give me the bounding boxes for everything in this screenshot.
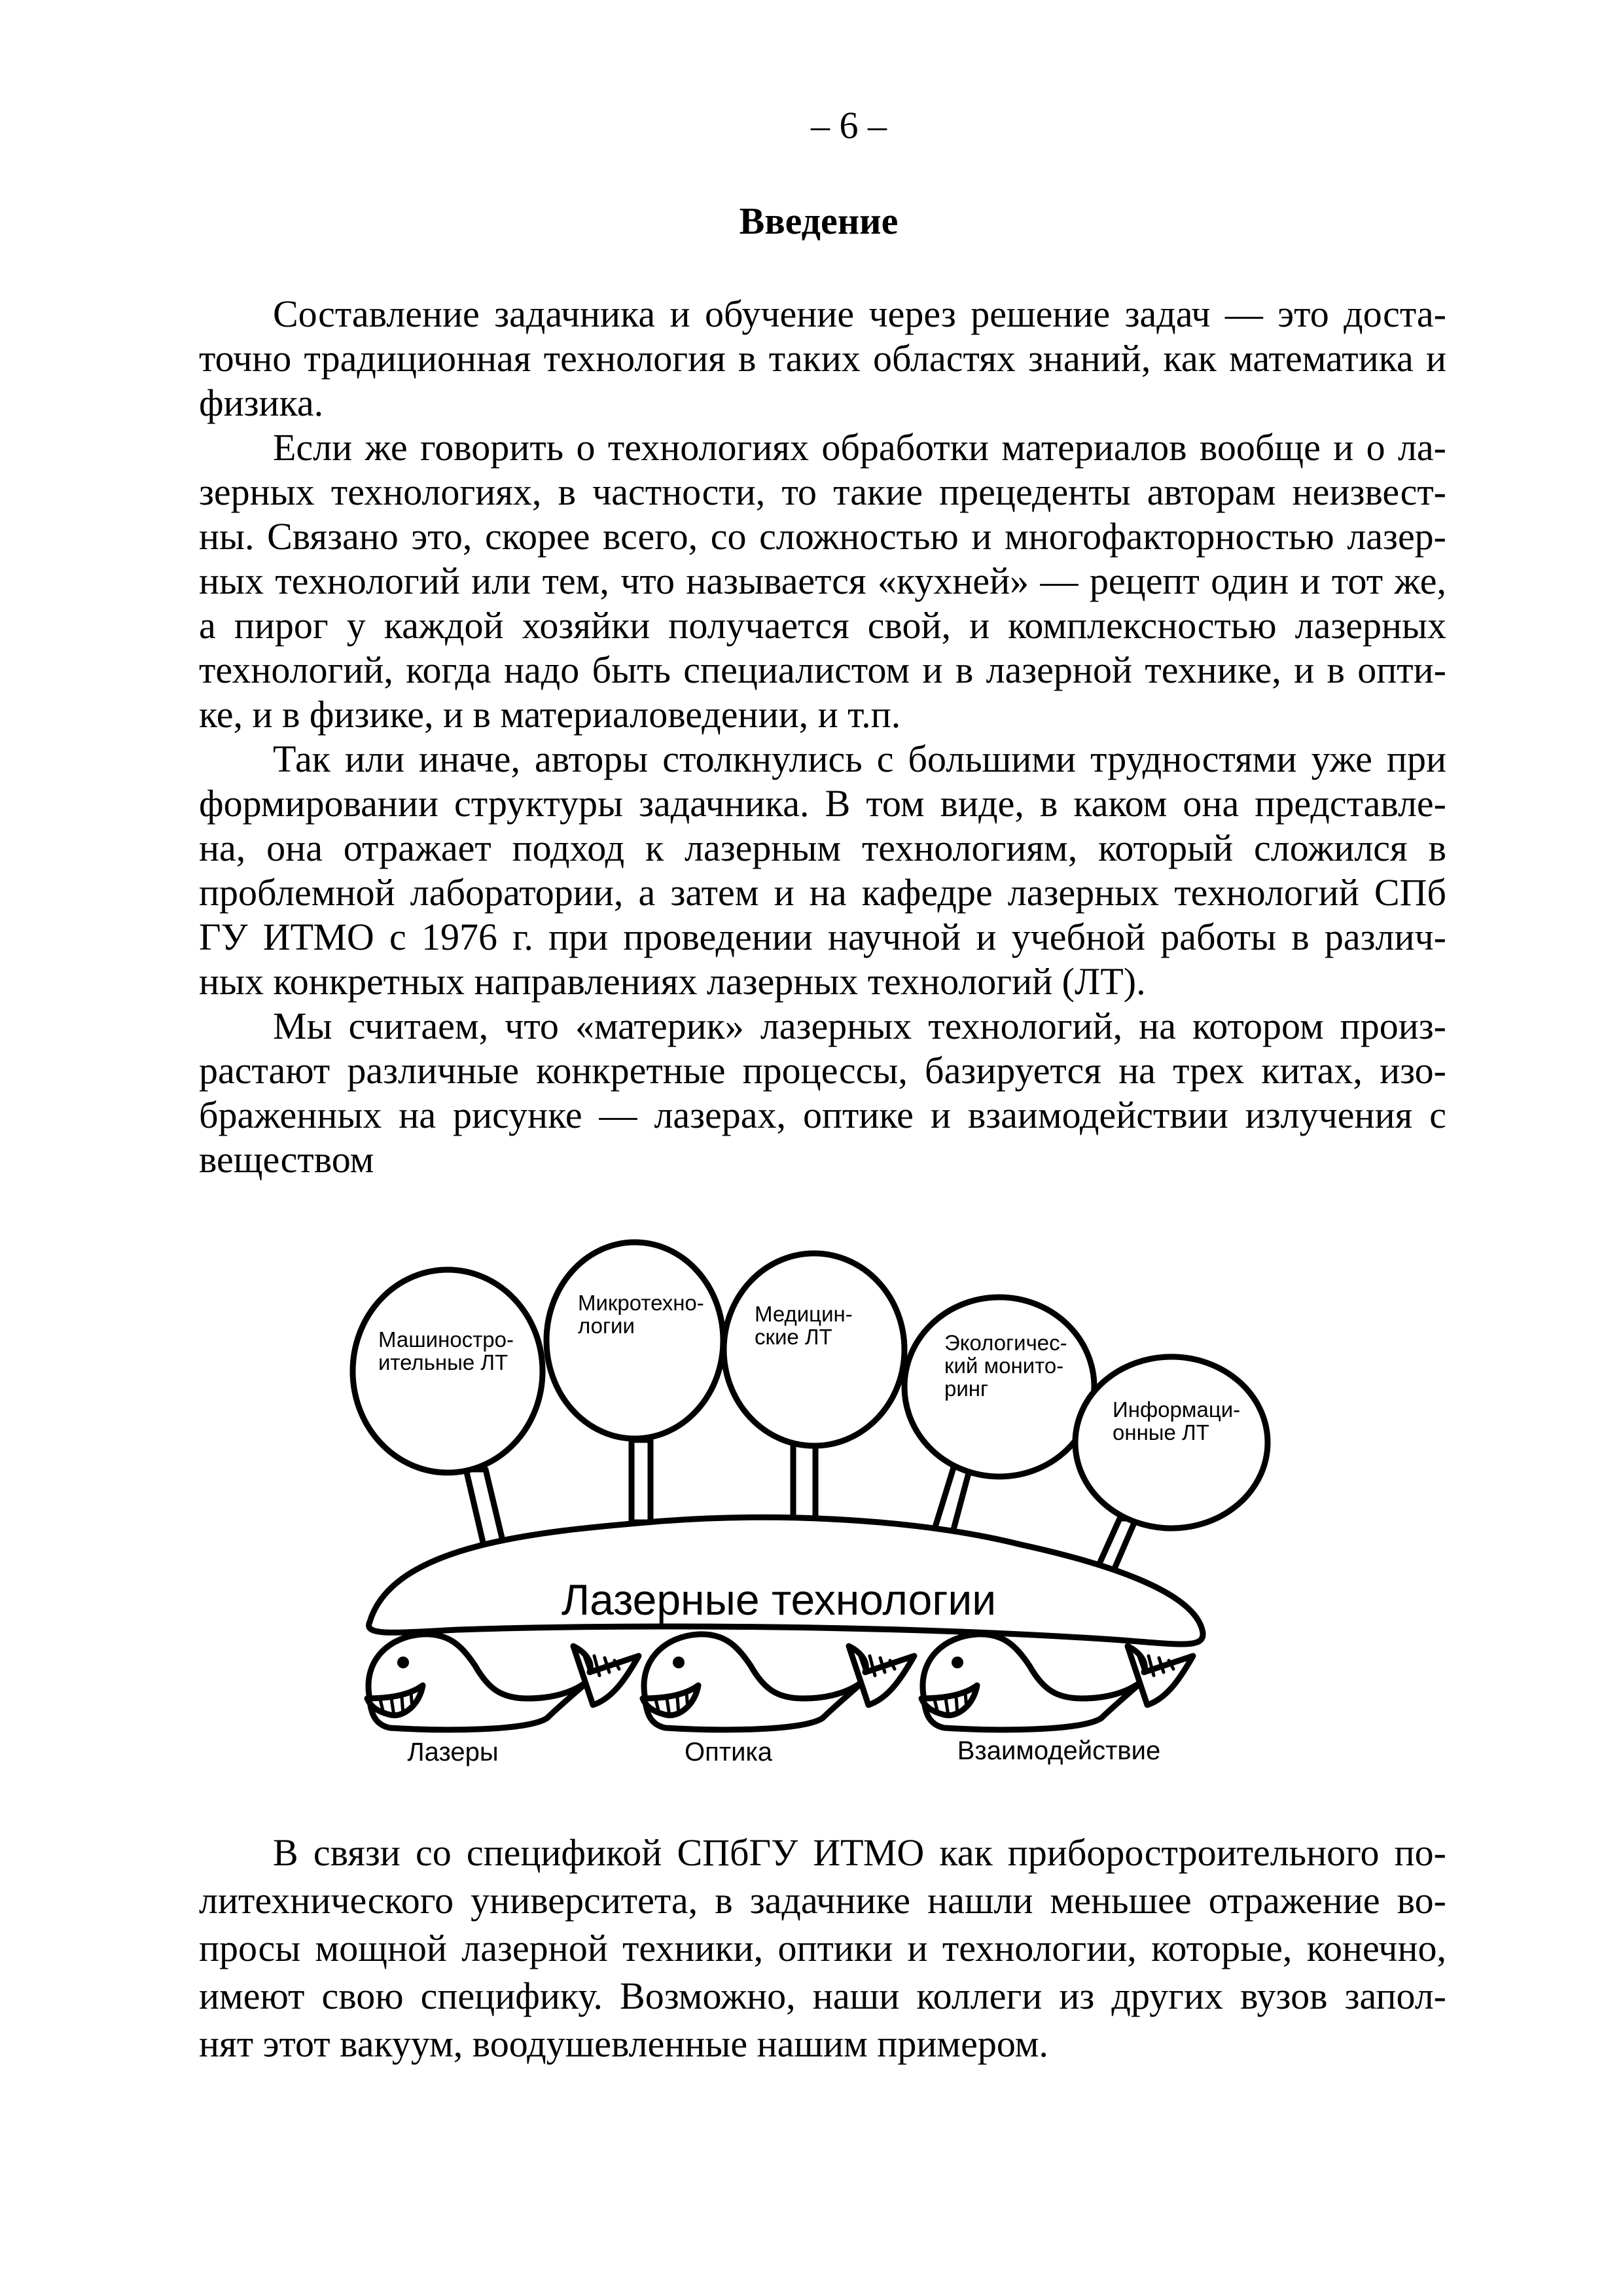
whale-label: Оптика: [684, 1738, 773, 1767]
tree-label: Медицин-: [755, 1302, 853, 1326]
whale-icon: [643, 1634, 914, 1730]
text-line: ных конкретных направлениях лазерных технологий (ЛТ).: [199, 960, 1146, 1003]
text-line: формировании структуры задачника. В том виде, в каком она представле-: [199, 782, 1446, 825]
tree-crown: [546, 1242, 723, 1439]
text-line: браженных на рисунке — лазерах, оптике и взаимодействии излучения с: [199, 1094, 1446, 1136]
tree-label: кий монито-: [944, 1354, 1064, 1378]
text-line: технологий, когда надо быть специалистом и в лазерной технике, и в опти-: [199, 649, 1446, 691]
tree-label: Информаци-: [1113, 1397, 1241, 1422]
text-line: Мы считаем, что «материк» лазерных технологий, на котором произ-: [273, 1005, 1446, 1047]
intro-text: [199, 292, 1446, 1182]
text-line: растают различные конкретные процессы, базируется на трех китах, изо-: [199, 1049, 1446, 1092]
tree-label: ительные ЛТ: [378, 1350, 508, 1374]
text-line: Так или иначе, авторы столкнулись с большими трудностями уже при: [273, 738, 1446, 780]
text-line: проблемной лаборатории, а затем и на кафедре лазерных технологий СПб: [199, 871, 1446, 914]
text-line: В связи со спецификой СПбГУ ИТМО как приборостроительного по-: [273, 1831, 1446, 1874]
tree-crown: [724, 1253, 904, 1446]
section-heading: Введение: [739, 200, 899, 242]
text-line: ных технологий или тем, что называется «кухней» — рецепт один и тот же,: [199, 560, 1446, 602]
tree-label: ринг: [944, 1376, 989, 1401]
text-line: зерных технологиях, в частности, то такие прецеденты авторам неизвест-: [199, 471, 1446, 513]
tree-label: ские ЛТ: [755, 1325, 832, 1349]
whale-icon: [921, 1634, 1193, 1730]
text-line: имеют свою специфику. Возможно, наши коллеги из других вузов запол-: [199, 1975, 1446, 2017]
laser-technologies-diagram: [0, 1211, 1623, 1800]
whale-label: Взаимодействие: [957, 1736, 1161, 1765]
text-line: веществом: [199, 1138, 374, 1181]
closing-text: [199, 1829, 1446, 2068]
text-line: литехнического университета, в задачнике нашли меньшее отражение во-: [199, 1879, 1446, 1922]
text-line: ГУ ИТМО с 1976 г. при проведении научной и учебной работы в различ-: [199, 916, 1446, 958]
text-line: точно традиционная технология в таких областях знаний, как математика и: [199, 337, 1446, 380]
text-line: ке, и в физике, и в материаловедении, и т.п.: [199, 693, 901, 736]
text-line: просы мощной лазерной техники, оптики и технологии, которые, конечно,: [199, 1927, 1446, 1969]
text-line: Если же говорить о технологиях обработки материалов вообще и о ла-: [273, 426, 1446, 469]
text-line: нят этот вакуум, воодушевленные нашим примером.: [199, 2022, 1048, 2065]
text-line: физика.: [199, 382, 324, 424]
tree-label: Микротехно-: [578, 1291, 704, 1315]
text-line: на, она отражает подход к лазерным технологиям, который сложился в: [199, 827, 1446, 869]
tree-label: Машиностро-: [378, 1327, 514, 1352]
text-line: а пирог у каждой хозяйки получается свой, и комплексностью лазерных: [199, 604, 1446, 647]
whale-icon: [367, 1634, 639, 1730]
tree-crown: [904, 1297, 1094, 1477]
text-line: Составление задачника и обучение через решение задач — это доста-: [273, 293, 1446, 335]
tree-label: Экологичес-: [944, 1331, 1067, 1355]
tree-label: логии: [578, 1314, 635, 1338]
tree-label: онные ЛТ: [1113, 1420, 1209, 1444]
base-label: Лазерные технологии: [561, 1575, 997, 1624]
text-line: ны. Связано это, скорее всего, со сложностью и многофакторностью лазер-: [199, 515, 1446, 558]
whale-label: Лазеры: [407, 1738, 499, 1767]
page-number: – 6 –: [811, 104, 887, 147]
